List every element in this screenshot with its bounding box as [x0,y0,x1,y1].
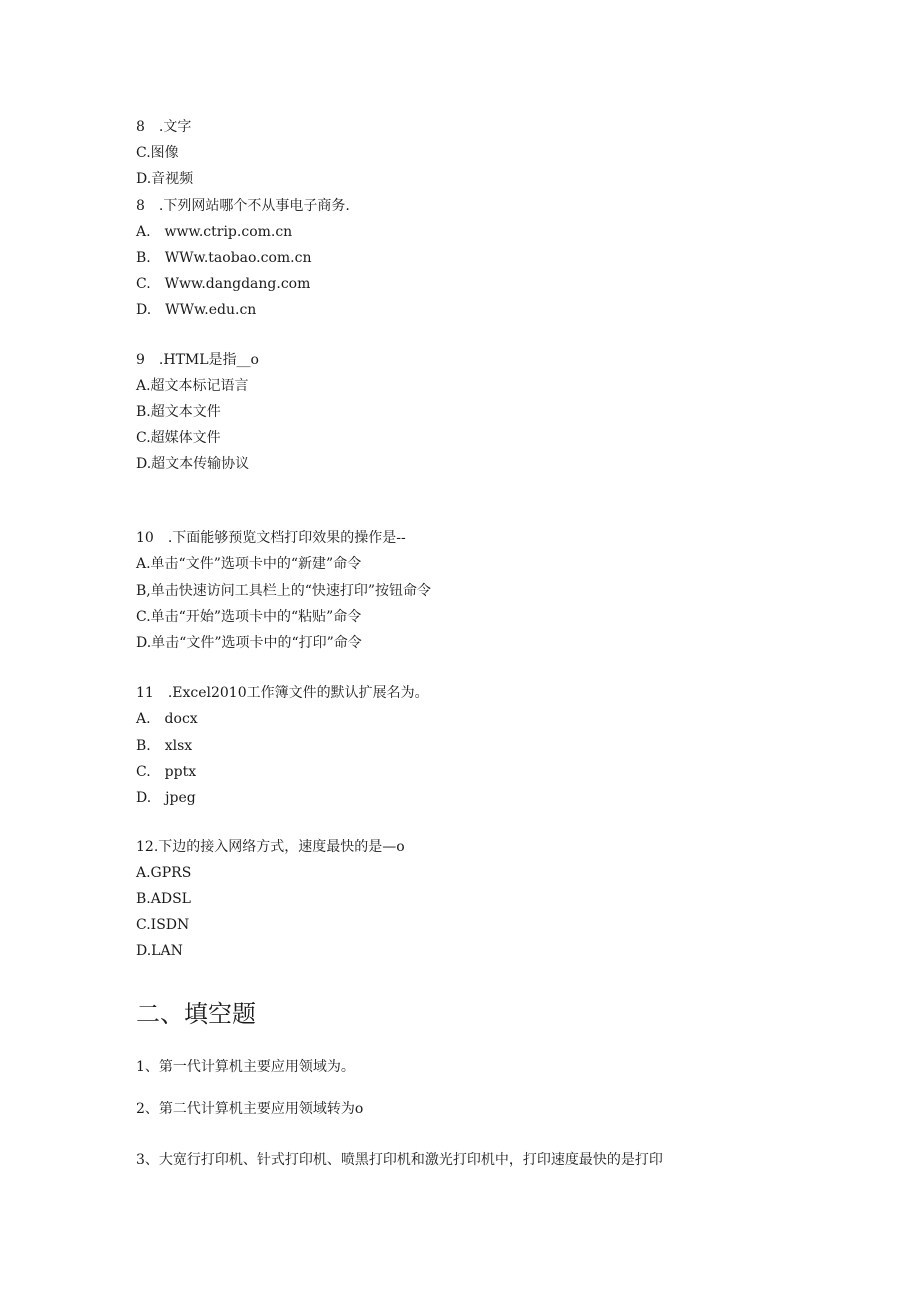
question-11-text: 11 .Excel2010工作簿文件的默认扩展名为。 [136,685,429,701]
option-a: A.GPRS [136,865,192,881]
option-a: A.单击“文件”选项卡中的“新建”命令 [136,556,362,572]
question-10-text: 10 .下面能够预览文档打印效果的操作是-- [136,530,406,546]
option-c: C.ISDN [136,917,190,933]
option-d: D.超文本传输协议 [136,456,250,472]
option-c: C. Www.dangdang.com [136,276,311,292]
question-8a-text: 8 .文字 [136,119,192,135]
option-b: B. xlsx [136,738,193,754]
fill-blank-1: 1、第一代计算机主要应用领域为。 [136,1059,355,1075]
option-c: C.图像 [136,145,179,161]
option-c: C.单击“开始”选项卡中的“粘贴”命令 [136,609,362,625]
option-b: B.ADSL [136,891,191,907]
question-8b-text: 8 .下列网站哪个不从事电子商务. [136,198,350,214]
section-heading: 二、填空题 [136,1000,256,1028]
question-12-text: 12.下边的接入网络方式，速度最快的是—o [136,839,405,855]
option-b: B,单击快速访问工具栏上的“快速打印”按钮命令 [136,583,432,599]
option-d: D.LAN [136,943,183,959]
option-a: A.超文本标记语言 [136,378,249,394]
option-c: C.超媒体文件 [136,430,221,446]
option-d: D.单击“文件”选项卡中的“打印”命令 [136,635,362,651]
option-d: D. jpeg [136,790,196,806]
option-c: C. pptx [136,764,197,780]
option-a: A. www.ctrip.com.cn [136,224,293,240]
question-9-text: 9 .HTML是指__o [136,352,259,368]
option-d: D. WWw.edu.cn [136,302,257,318]
option-b: B. WWw.taobao.com.cn [136,250,312,266]
fill-blank-2: 2、第二代计算机主要应用领域转为o [136,1101,364,1117]
option-d: D.音视频 [136,171,194,187]
option-b: B.超文本文件 [136,404,221,420]
option-a: A. docx [136,711,198,727]
fill-blank-3: 3、大宽行打印机、针式打印机、喷黑打印机和激光打印机中，打印速度最快的是打印 [136,1152,663,1168]
